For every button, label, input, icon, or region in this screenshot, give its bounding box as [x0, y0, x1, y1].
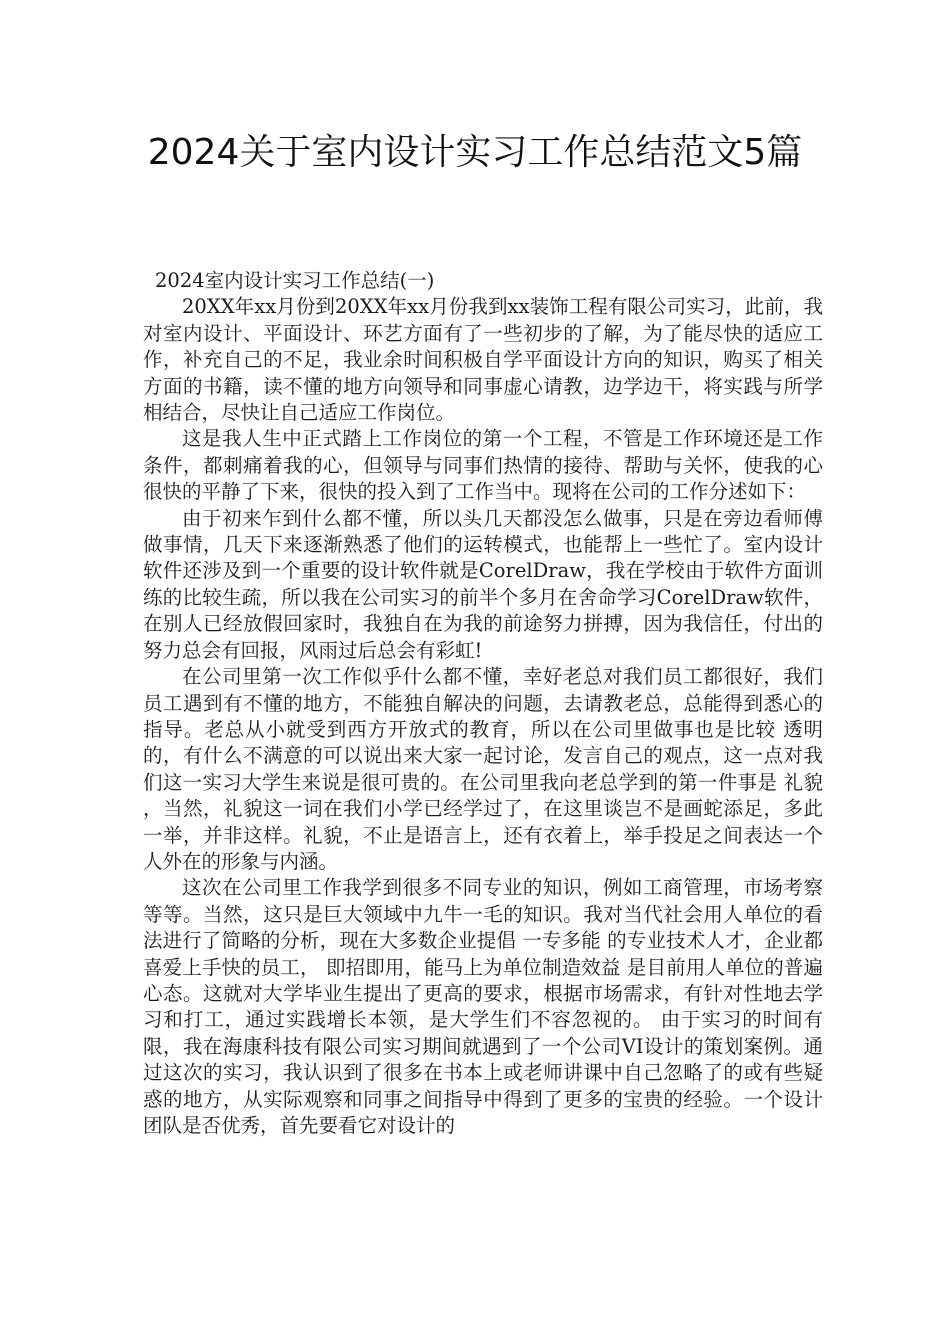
paragraph-3: 由于初来乍到什么都不懂，所以头几天都没怎么做事，只是在旁边看师傅做事情，几天下来逐渐熟悉了他们的运转模式，也能帮上一些忙了。室内设计软件还涉及到一个重要的设计软件就是CorelDraw，我在学校由于软件方面训练的比较生疏，所以我在公司实习的前半个多月在舍命学习CorelDraw软件，在别人已经放假回家时，我独自在为我的前途努力拼搏，因为我信任，付出的努力总会有回报，风雨过后总会有彩虹!: [143, 506, 823, 662]
document-body: [143, 268, 823, 1139]
paragraph-1: 20XX年xx月份到20XX年xx月份我到xx装饰工程有限公司实习，此前，我对室内设计、平面设计、环艺方面有了一些初步的了解，为了能尽快的适应工作，补充自己的不足，我业余时间积极自学平面设计方向的知识，购买了相关方面的书籍，读不懂的地方向领导和同事虚心请教，边学边干，将实践与所学相结合，尽快让自己适应工作岗位。: [143, 295, 823, 425]
paragraph-2: 这是我人生中正式踏上工作岗位的第一个工程，不管是工作环境还是工作条件，都刺痛着我的心，但领导与同事们热情的接待、帮助与关怀，使我的心很快的平静了下来，很快的投入到了工作当中。现将在公司的工作分述如下：: [143, 427, 823, 504]
paragraph-4: 在公司里第一次工作似乎什么都不懂，幸好老总对我们员工都很好，我们员工遇到有不懂的地方，不能独自解决的问题，去请教老总，总能得到悉心的指导。老总从小就受到西方开放式的教育，所以在公司里做事也是比较 透明 的，有什么不满意的可以说出来大家一起讨论，发言自己的观点，这一点对我们这一实习大学生来说是很可贵的。在公司里我向老总学到的第一件事是 礼貌 ，当然，礼貌这一词在我们小学已经学过了，在这里谈岂不是画蛇添足，多此一举，并非这样。礼貌，不止是语言上，还有衣着上，举手投足之间表达一个人外在的形象与内涵。: [143, 665, 823, 873]
section-heading: 2024室内设计实习工作总结(一): [155, 269, 435, 292]
paragraph-5: 这次在公司里工作我学到很多不同专业的知识，例如工商管理，市场考察等等。当然，这只是巨大领域中九牛一毛的知识。我对当代社会用人单位的看法进行了简略的分析，现在大多数企业提倡 一专多能 的专业技术人才，企业都喜爱上手快的员工， 即招即用，能马上为单位制造效益 是目前用人单位的普遍心态。这就对大学毕业生提出了更高的要求，根据市场需求，有针对性地去学习和打工，通过实践增长本领，是大学生们不容忽视的。 由于实习的时间有限，我在海康科技有限公司实习期间就遇到了一个公司VI设计的策划案例。通过这次的实习，我认识到了很多在书本上或老师讲课中自己忽略了的或有些疑惑的地方，从实际观察和同事之间指导中得到了更多的宝贵的经验。一个设计团队是否优秀，首先要看它对设计的: [143, 876, 823, 1137]
document-title: 2024关于室内设计实习工作总结范文5篇: [147, 132, 803, 173]
